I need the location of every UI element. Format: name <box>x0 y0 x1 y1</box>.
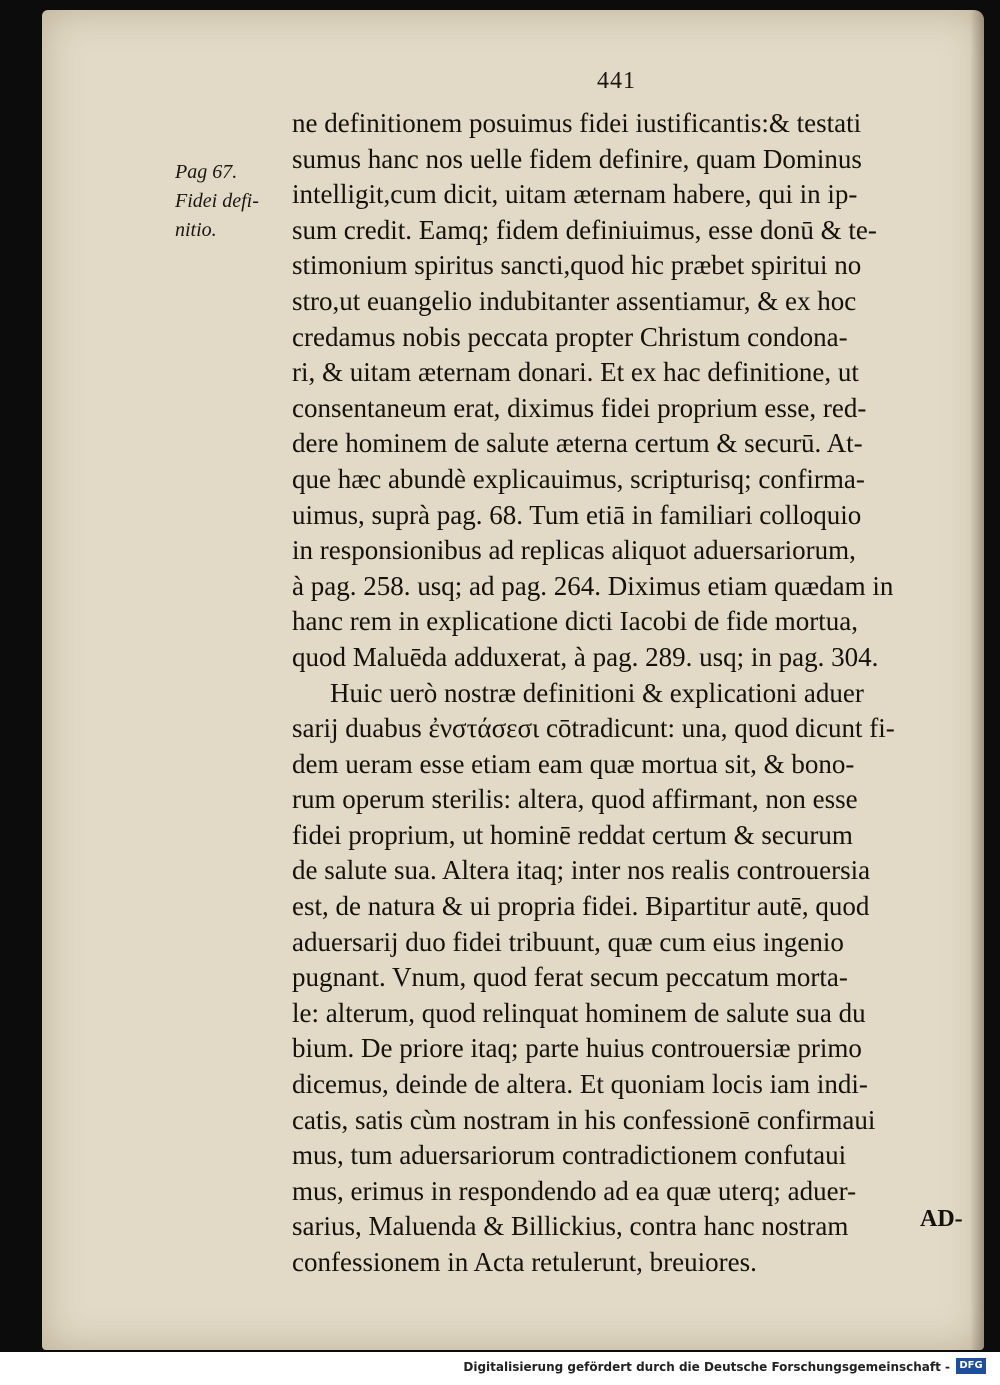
margin-note-line: nitio. <box>175 219 217 241</box>
text-line: de salute sua. Altera itaq; inter nos realis controuersia <box>292 855 871 886</box>
dfg-logo: DFG <box>956 1358 986 1374</box>
text-line: stimonium spiritus sancti,quod hic præbet spiritui no <box>292 250 862 281</box>
page-number: 441 <box>597 68 636 94</box>
digitization-footer <box>0 1352 1000 1385</box>
margin-note-line: Fidei defi- <box>175 190 259 212</box>
text-line: uimus, suprà pag. 68. Tum etiā in familiari colloquio <box>292 499 862 530</box>
text-line: dicemus, deinde de altera. Et quoniam locis iam indi- <box>292 1069 868 1100</box>
text-line: confessionem in Acta retulerunt, breuiores. <box>292 1247 757 1277</box>
text-line: ne definitionem posuimus fidei iustificantis:& testati <box>292 108 862 138</box>
paragraph-start-line: Huic uerò nostræ definitioni & explicationi aduer <box>330 677 864 708</box>
text-line: dere hominem de salute æterna certum & securū. At- <box>292 428 863 459</box>
text-line: le: alterum, quod relinquat hominem de salute sua du <box>292 997 866 1028</box>
text-line: pugnant. Vnum, quod ferat secum peccatum morta- <box>292 962 848 993</box>
text-line: in responsionibus ad replicas aliquot aduersariorum, <box>292 535 856 566</box>
text-line: rum operum sterilis: altera, quod affirmant, non esse <box>292 784 858 815</box>
text-line: hanc rem in explicatione dicti Iacobi de fide mortua, <box>292 606 859 637</box>
text-line: dem ueram esse etiam eam quæ mortua sit, & bono- <box>292 748 855 779</box>
text-line: bium. De priore itaq; parte huius controuersiæ primo <box>292 1033 862 1064</box>
book-page <box>42 10 984 1350</box>
text-line: à pag. 258. usq; ad pag. 264. Diximus etiam quædam in <box>292 570 894 601</box>
text-line: catis, satis cùm nostram in his confessionē confirmaui <box>292 1104 876 1135</box>
text-line: sum credit. Eamq; fidem definiuimus, esse donū & te- <box>292 214 877 245</box>
text-line: fidei proprium, ut hominē reddat certum & securum <box>292 819 853 850</box>
text-line: ri, & uitam æternam donari. Et ex hac definitione, ut <box>292 357 859 388</box>
text-line: est, de natura & ui propria fidei. Bipartitur autē, quod <box>292 891 870 922</box>
footer-credit: Digitalisierung gefördert durch die Deutsche Forschungsgemeinschaft - <box>463 1360 950 1374</box>
text-line: sarij duabus ἐνστάσεσι cōtradicunt: una, quod dicunt fi- <box>292 713 895 744</box>
text-line: aduersarij duo fidei tribuunt, quæ cum eius ingenio <box>292 926 844 957</box>
body-text <box>292 106 982 1281</box>
text-line: intelligit,cum dicit, uitam æternam habere, qui in ip- <box>292 179 858 210</box>
margin-note-line: Pag 67. <box>175 161 238 183</box>
text-line: credamus nobis peccata propter Christum condona- <box>292 321 848 352</box>
text-line: stro,ut euangelio indubitanter assentiamur, & ex hoc <box>292 285 857 316</box>
text-line: sumus hanc nos uelle fidem definire, quam Dominus <box>292 143 862 174</box>
text-line: quod Maluēda adduxerat, à pag. 289. usq; in pag. 304. <box>292 641 879 672</box>
text-line: mus, erimus in respondendo ad ea quæ uterq; aduer- <box>292 1175 857 1206</box>
catchword: AD- <box>920 1206 963 1232</box>
text-line: consentaneum erat, diximus fidei proprium esse, red- <box>292 392 867 423</box>
margin-note <box>175 158 275 245</box>
text-line: que hæc abundè explicauimus, scripturisq; confirma- <box>292 463 865 494</box>
text-line: mus, tum aduersariorum contradictionem confutaui <box>292 1140 847 1171</box>
text-line: sarius, Maluenda & Billickius, contra hanc nostram <box>292 1211 849 1242</box>
